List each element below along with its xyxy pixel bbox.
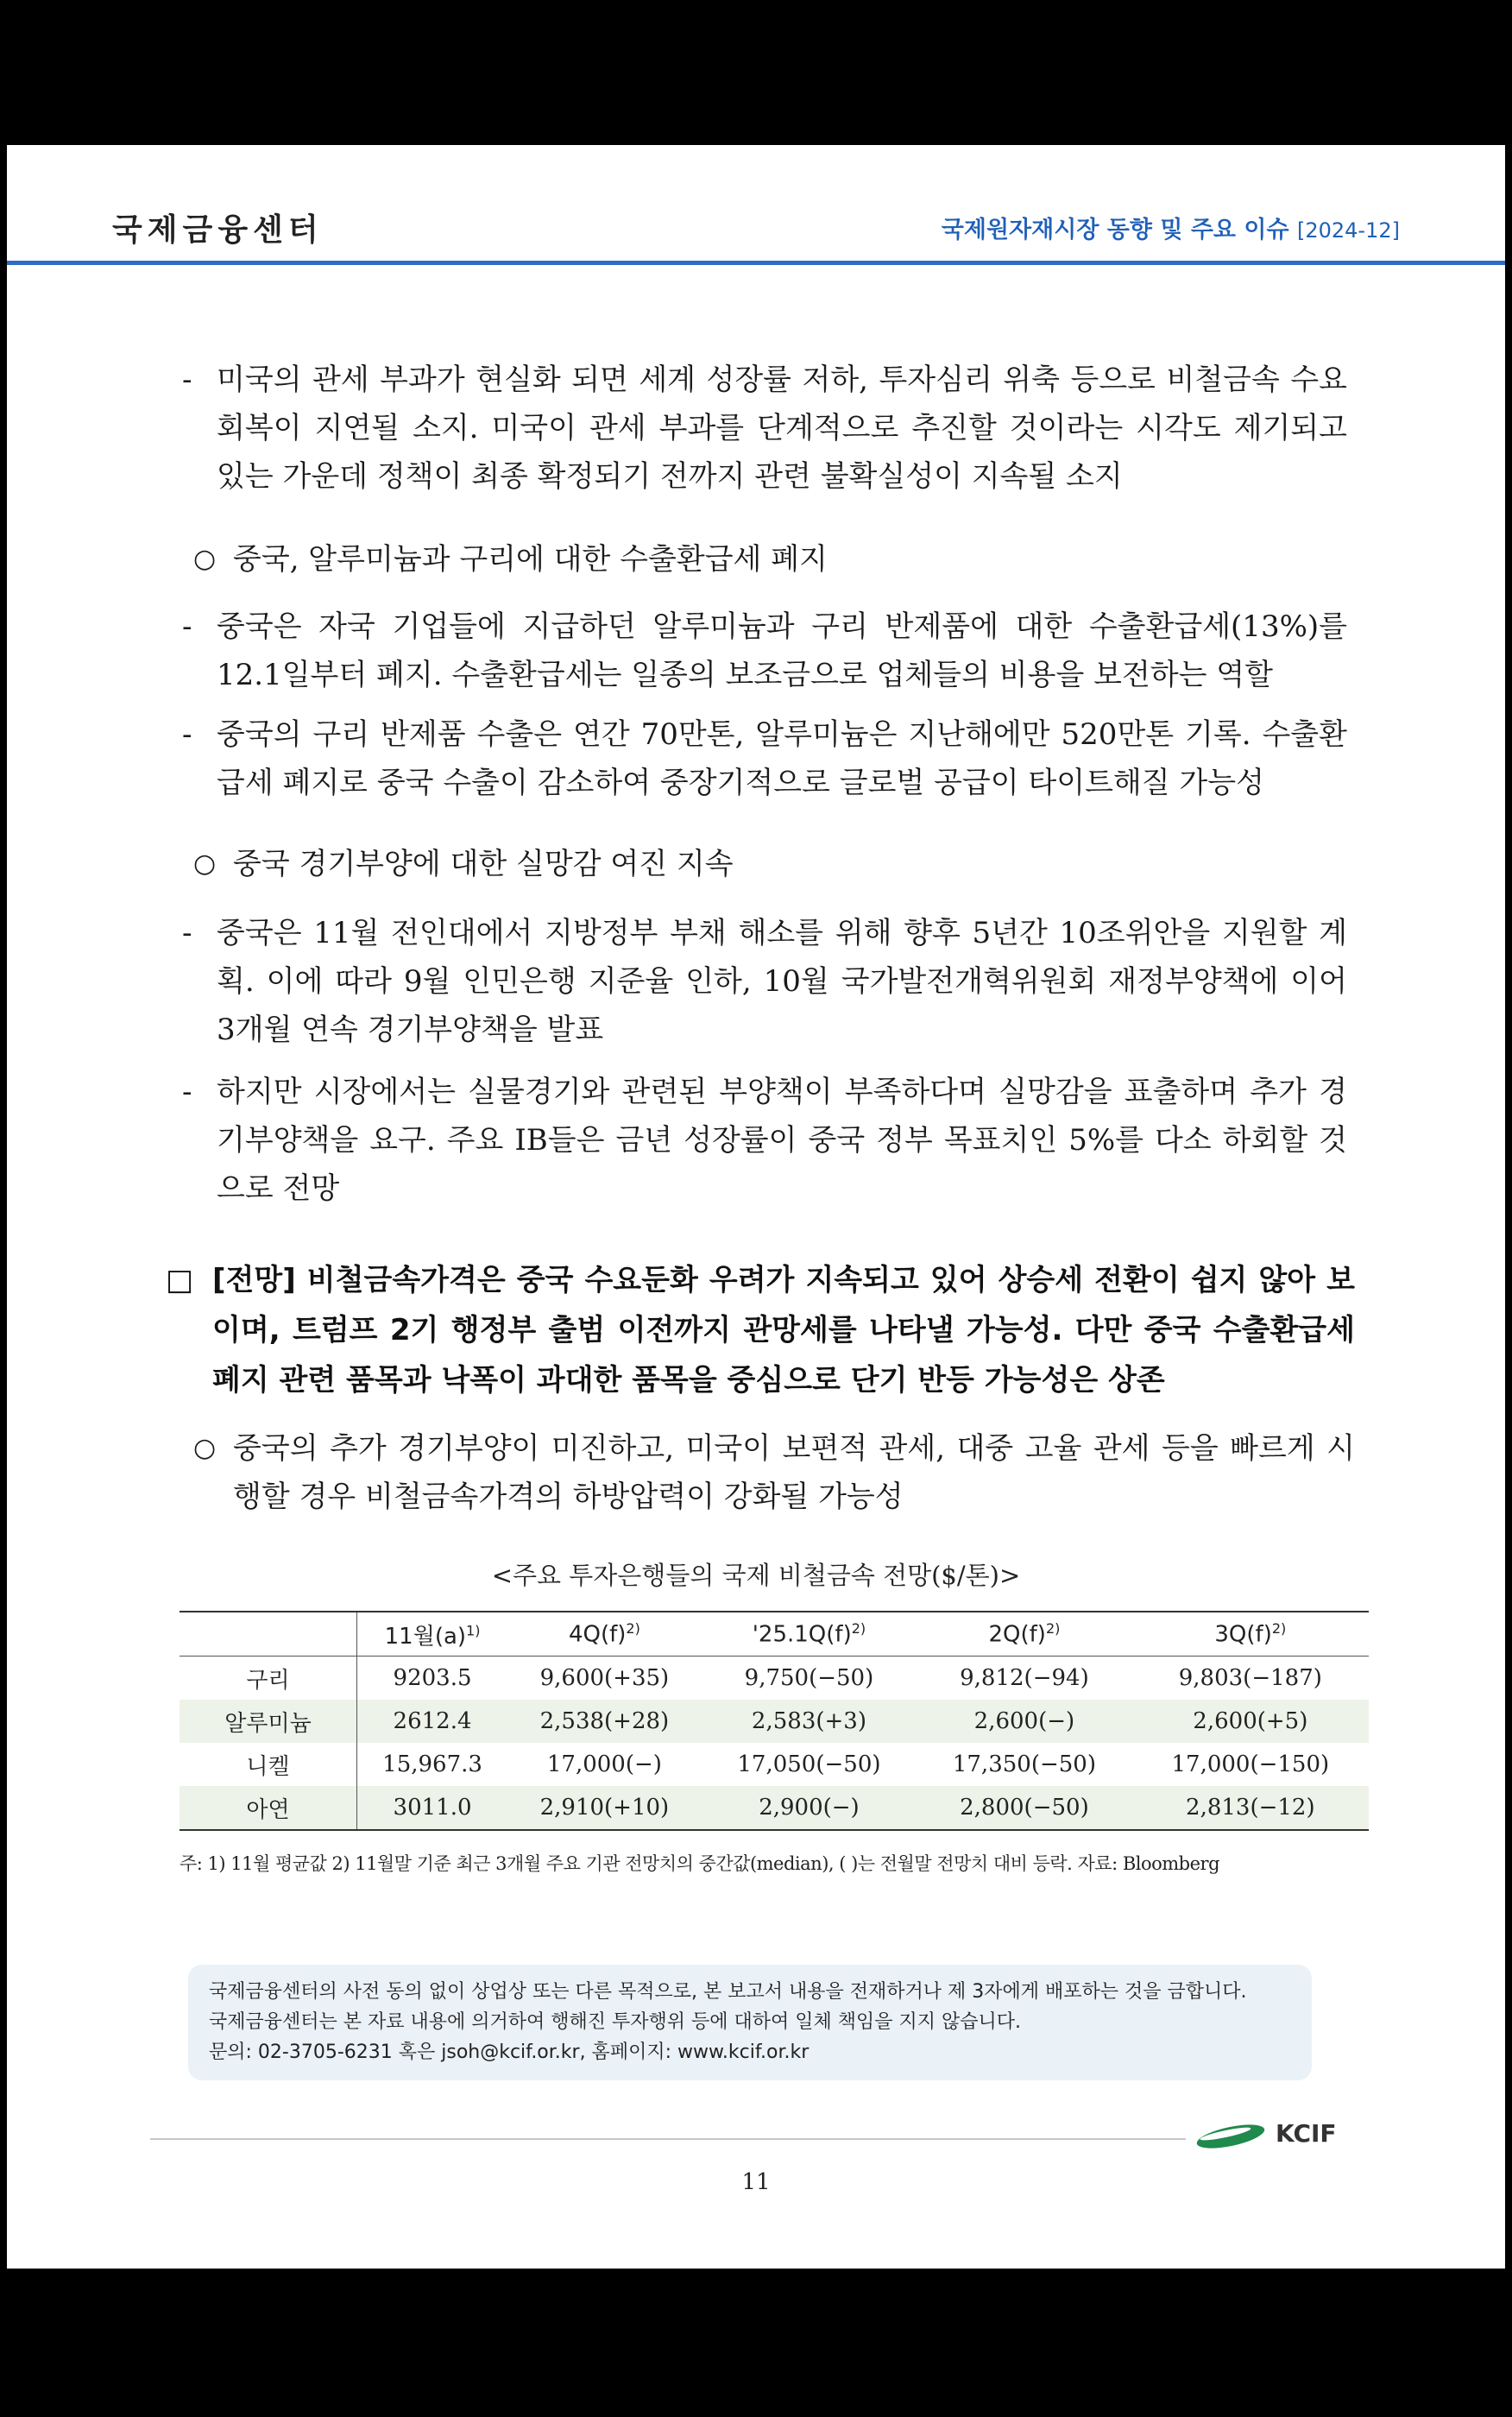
contact-line: 문의: 02-3705-6231 혹은 jsoh@kcif.or.kr, 홈페이지: www.kcif.or.kr xyxy=(209,2042,810,2063)
heading-text: 중국의 추가 경기부양이 미진하고, 미국이 보편적 관세, 대중 고율 관세 등을 빠르게 시행할 경우 비철금속가격의 하방압력이 강화될 가능성 xyxy=(233,1431,1355,1514)
disclaimer-line: 국제금융센터는 본 자료 내용에 의거하여 행해진 투자행위 등에 대하여 일체 책임을 지지 않습니다. xyxy=(209,2011,1021,2033)
header-cell-blank xyxy=(180,1612,357,1657)
table-footnote: 주: 1) 11월 평균값 2) 11월말 기준 최근 3개월 주요 기관 전망치의 중간값(median), ( )는 전월말 전망치 대비 등락. 자료: Bloomberg xyxy=(180,1853,1220,1874)
table-cell: 17,000(−150) xyxy=(1171,1751,1330,1777)
heading-stimulus-disappointment xyxy=(193,840,1355,888)
table-cell: 2,600(+5) xyxy=(1193,1708,1308,1734)
row-label: 아연 xyxy=(180,1786,357,1830)
dash-marker: - xyxy=(182,916,192,950)
heading-downside-risk xyxy=(193,1424,1355,1521)
table-cell: 9,803(−187) xyxy=(1178,1665,1322,1691)
dash-marker: - xyxy=(182,1075,192,1109)
report-year: [2024-12] xyxy=(1296,218,1400,243)
table-cell: 9,600(+35) xyxy=(539,1665,670,1691)
table-cell: 2,800(−50) xyxy=(960,1795,1089,1821)
row-label: 구리 xyxy=(180,1657,357,1701)
circle-marker: ○ xyxy=(193,544,217,574)
paragraph-text: 중국의 구리 반제품 수출은 연간 70만톤, 알루미늄은 지난해에만 520만톤 기록. 수출환급세 폐지로 중국 수출이 감소하여 중장기적으로 글로벌 공급이 타이트해질 가능성 xyxy=(217,717,1347,800)
table-cell: 15,967.3 xyxy=(382,1751,482,1777)
disclaimer-box xyxy=(188,1965,1312,2080)
dash-marker: - xyxy=(182,363,192,397)
table-cell: 2612.4 xyxy=(393,1708,472,1734)
table-cell: 2,583(+3) xyxy=(751,1708,866,1734)
disclaimer-line: 국제금융센터의 사전 동의 없이 상업상 또는 다른 목적으로, 본 보고서 내용을 전재하거나 제 3자에게 배포하는 것을 금합니다. xyxy=(209,1981,1247,2003)
table-cell: 9,812(−94) xyxy=(960,1665,1089,1691)
circle-marker: ○ xyxy=(193,849,217,879)
table-row xyxy=(180,1657,1369,1701)
footer-logo-text: KCIF xyxy=(1276,2119,1337,2148)
table-cell: 2,900(−) xyxy=(759,1795,860,1821)
table-title: <주요 투자은행들의 국제 비철금속 전망($/톤)> xyxy=(491,1561,1021,1590)
paragraph-rebate-abolition xyxy=(182,603,1347,699)
table-cell: 17,350(−50) xyxy=(952,1751,1096,1777)
header-divider xyxy=(7,261,1505,265)
forecast-table xyxy=(180,1611,1369,1831)
header-cell: $4Q(f)^{2)}$ xyxy=(568,1620,640,1648)
header-cell: '$25.1Q(f)^{2)}$ xyxy=(752,1620,866,1648)
table-cell: 2,910(+10) xyxy=(539,1795,670,1821)
table-row xyxy=(180,1700,1369,1743)
paragraph-text: 미국의 관세 부과가 현실화 되면 세계 성장률 저하, 투자심리 위축 등으로 비철금속 수요 회복이 지연될 소지. 미국이 관세 부과를 단계적으로 추진할 것이라는 시각도 제기되고 있는 가운데 정책이 최종 확정되기 전까지 관련 불확실성이 지속될 소지 xyxy=(217,363,1347,494)
row-label: 알루미늄 xyxy=(180,1700,357,1743)
table-cell: 17,050(−50) xyxy=(737,1751,881,1777)
table-row xyxy=(180,1743,1369,1786)
header-cell: $2Q(f)^{2)}$ xyxy=(988,1620,1061,1648)
paragraph-text: 중국은 자국 기업들에 지급하던 알루미늄과 구리 반제품에 대한 수출환급세(13%)를 12.1일부터 폐지. 수출환급세는 일종의 보조금으로 업체들의 비용을 보전하는 역할 xyxy=(217,609,1347,692)
table-cell: 17,000(−) xyxy=(546,1751,662,1777)
table-cell: 9203.5 xyxy=(393,1665,472,1691)
outlook-text: [전망] 비철금속가격은 중국 수요둔화 우려가 지속되고 있어 상승세 전환이 쉽지 않아 보이며, 트럼프 2기 행정부 출범 이전까지 관망세를 나타낼 가능성. 다만 중국 수출환급세 폐지 관련 품목과 낙폭이 과대한 품목을 중심으로 단기 반등 가능성은 상존 xyxy=(212,1263,1355,1398)
footer-divider xyxy=(150,2138,1186,2140)
paragraph-tariff-impact xyxy=(182,356,1347,501)
header-cell: 11월$(a)^{1)}$ xyxy=(384,1621,481,1650)
heading-export-rebate xyxy=(193,535,1355,584)
table-cell: 9,750(−50) xyxy=(744,1665,874,1691)
header-cell: $3Q(f)^{2)}$ xyxy=(1214,1620,1287,1648)
circle-marker: ○ xyxy=(193,1433,217,1463)
paragraph-npc-plan xyxy=(182,909,1347,1054)
paragraph-text: 중국은 11월 전인대에서 지방정부 부채 해소를 위해 향후 5년간 10조위안을 지원할 계획. 이에 따라 9월 인민은행 지준율 인하, 10월 국가발전개혁위원회 재정부양책에 이어 3개월 연속 경기부양책을 발표 xyxy=(217,916,1347,1047)
table-cell: 2,600(−) xyxy=(973,1708,1075,1734)
kcif-logo-icon xyxy=(1191,2117,1270,2152)
document-page xyxy=(7,145,1505,2269)
header-org-name: 국제금융센터 xyxy=(112,212,324,248)
outlook-summary xyxy=(166,1255,1355,1405)
heading-text: 중국, 알루미늄과 구리에 대한 수출환급세 폐지 xyxy=(233,542,828,577)
dash-marker: - xyxy=(182,717,192,752)
table-cell: 2,538(+28) xyxy=(539,1708,670,1734)
table-cell: 2,813(−12) xyxy=(1186,1795,1315,1821)
table-header-row xyxy=(180,1612,1369,1657)
paragraph-market-reaction xyxy=(182,1068,1347,1213)
heading-text: 중국 경기부양에 대한 실망감 여진 지속 xyxy=(233,847,734,881)
paragraph-text: 하지만 시장에서는 실물경기와 관련된 부양책이 부족하다며 실망감을 표출하며 추가 경기부양책을 요구. 주요 IB들은 금년 성장률이 중국 정부 목표치인 5%를 다소 하회할 것으로 전망 xyxy=(217,1075,1347,1206)
table-cell: 3011.0 xyxy=(393,1795,472,1821)
row-label: 니켈 xyxy=(180,1743,357,1786)
page-number: 11 xyxy=(741,2169,771,2195)
report-title-text: 국제원자재시장 동향 및 주요 이슈 xyxy=(941,217,1289,243)
square-marker: □ xyxy=(166,1263,194,1297)
paragraph-export-volume xyxy=(182,710,1347,807)
header-report-title xyxy=(942,211,1400,244)
table-row xyxy=(180,1786,1369,1830)
dash-marker: - xyxy=(182,609,192,644)
